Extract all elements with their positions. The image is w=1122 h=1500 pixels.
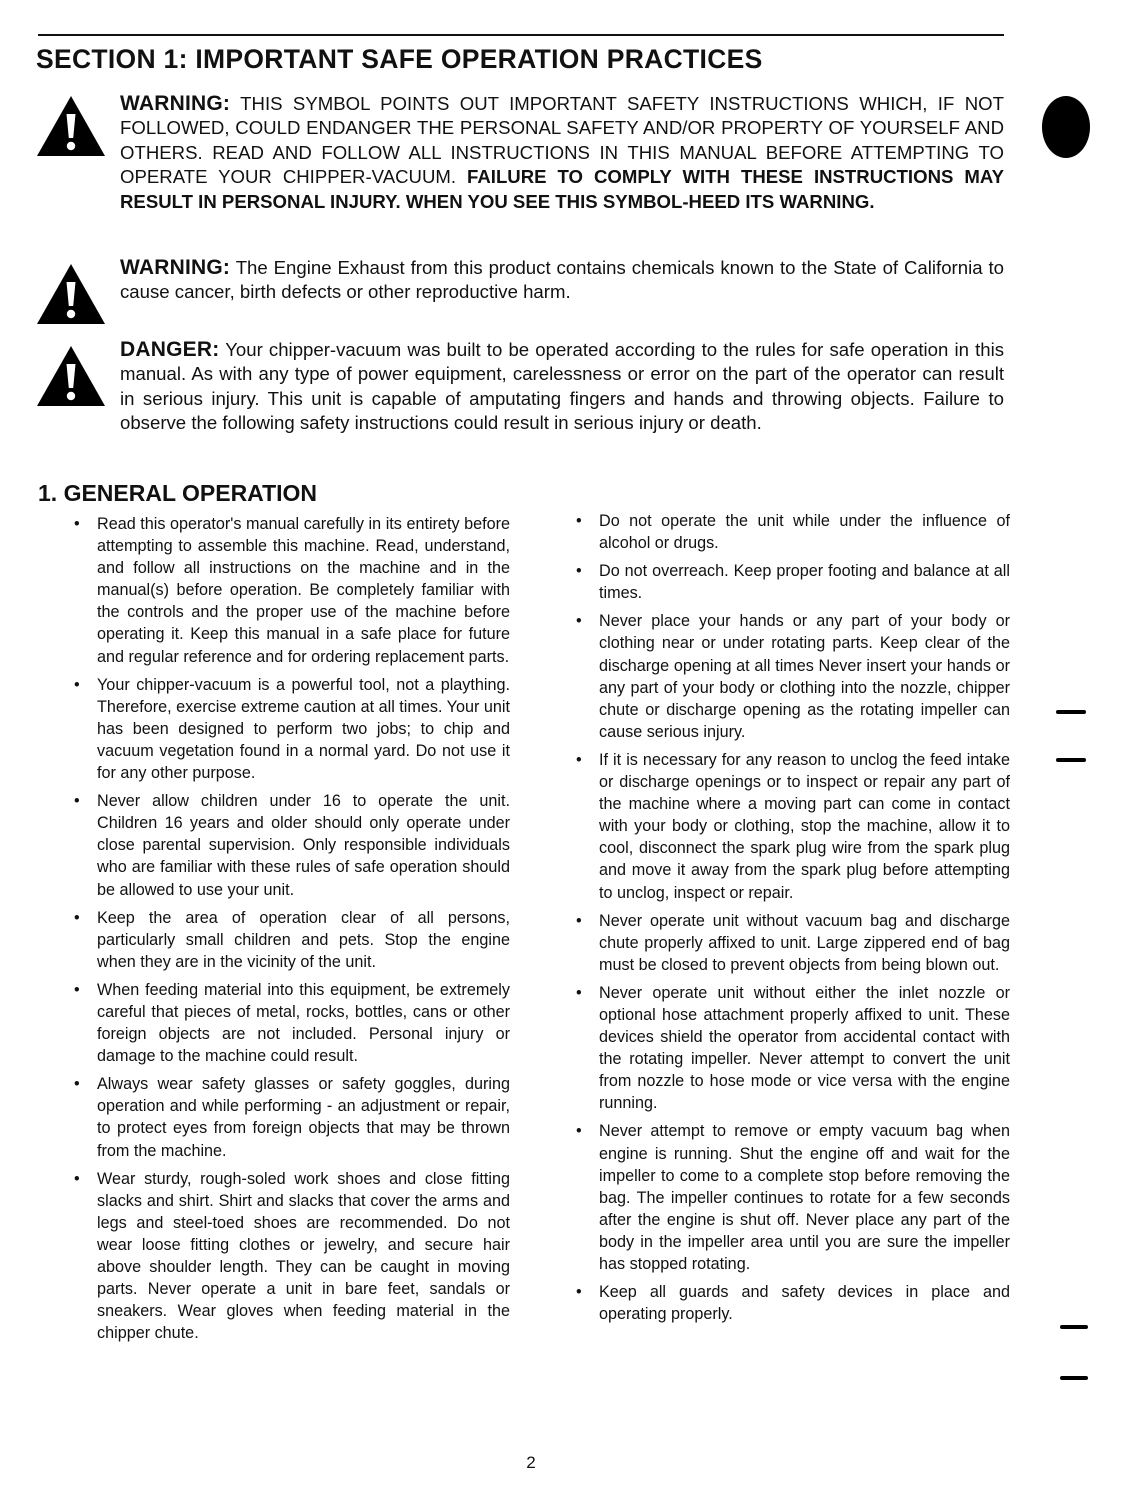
list-item-text: Do not operate the unit while under the influence of alcohol or drugs. <box>599 512 1010 553</box>
list-item-text: Wear sturdy, rough-soled work shoes and close fitting slacks and shirt. Shirt and slacks that cover the arms and legs and steel-toed shoes are recommended. Do not wear loose fitting clothes or jewelry, and secure hair above shoulder length. They can be caught in moving parts. Never operate a unit in bare feet, sandals or sneakers. Wear gloves when feeding material in the chipper chute. <box>97 1169 510 1343</box>
list-item-text: Never operate unit without vacuum bag and discharge chute properly affixed to unit. Large zippered end of bag must be closed to prevent objects from being blown out. <box>599 911 1010 974</box>
list-item-text: Never attempt to remove or empty vacuum bag when engine is running. Shut the engine off and wait for the impeller to come to a complete stop before removing the bag. The impeller continues to rotate for a few seconds after the engine is shut off. Never place any part of the body in the impeller area until you are sure the impeller has stopped rotating. <box>599 1122 1010 1273</box>
list-item <box>64 907 510 973</box>
list-item <box>566 749 1010 904</box>
danger-label: DANGER: <box>120 338 220 361</box>
bullet: • <box>576 1122 582 1141</box>
list-item <box>566 610 1010 743</box>
list-item-text: Never place your hands or any part of your body or clothing near or under rotating parts. Keep clear of the discharge opening at all times Never insert your hands or any part of your body or clothing into the nozzle, chipper chute or discharge opening as the rotating impeller can cause serious injury. <box>599 612 1010 741</box>
danger-notice <box>120 338 1004 436</box>
general-operation-left-list <box>64 513 510 1350</box>
bullet: • <box>576 911 582 930</box>
list-item <box>566 1281 1010 1325</box>
warning-bold-text: FAILURE TO COMPLY WITH THESE INSTRUCTIONS MAY RESULT IN PERSONAL INJURY. WHEN YOU SEE THIS SYMBOL-HEED ITS WARNING. <box>120 166 1004 212</box>
danger-text: Your chipper-vacuum was built to be operated according to the rules for safe operation in this manual. As with any type of power equipment, carelessness or error on the part of the operator can result in serious injury. This unit is capable of amputating fingers and hands and throwing objects. Failure to observe the following safety instructions could result in serious injury or death. <box>120 339 1004 434</box>
list-item <box>64 790 510 900</box>
warning-label: WARNING: <box>120 256 231 279</box>
general-operation-right-list <box>566 510 1010 1331</box>
list-item-text: Never allow children under 16 to operate the unit. Children 16 years and older should only operate under close parental supervision. Only responsible individuals who are familiar with these rules of safe operation should be allowed to use your unit. <box>97 792 510 899</box>
list-item-text: When feeding material into this equipment, be extremely careful that pieces of metal, rocks, bottles, cans or other foreign objects are not included. Personal injury or damage to the machine could result. <box>97 980 510 1066</box>
list-item-text: Never operate unit without either the inlet nozzle or optional hose attachment properly affixed to unit. These devices shield the operator from accidental contact with the rotating impeller. Never attempt to convert the unit from nozzle to hose mode or vice versa with the engine running. <box>599 983 1010 1113</box>
bullet: • <box>74 675 80 694</box>
list-item <box>566 1120 1010 1275</box>
scan-mark-dot <box>1042 96 1090 158</box>
section-title: SECTION 1: IMPORTANT SAFE OPERATION PRACTICES <box>36 44 763 74</box>
bullet: • <box>576 562 582 581</box>
list-item <box>64 979 510 1067</box>
warning-label: WARNING: <box>120 92 231 115</box>
scan-edge-mark <box>1056 710 1086 714</box>
warning-text: The Engine Exhaust from this product contains chemicals known to the State of California to cause cancer, birth defects or other reproductive harm. <box>120 257 1004 303</box>
bullet: • <box>576 750 582 769</box>
list-item-text: If it is necessary for any reason to unclog the feed intake or discharge openings or to inspect or repair any part of the machine where a moving part can come in contact with your body or clothing, stop the machine, allow it to cool, disconnect the spark plug wire from the spark plug and move it away from the spark plug before attempting to unclog, inspect or repair. <box>599 750 1010 902</box>
list-item-text: Read this operator's manual carefully in its entirety before attempting to assemble this machine. Read, understand, and follow all instructions on the machine and in the manual(s) before operation. Be completely familiar with the controls and the proper use of the machine before operating it. Keep this manual in a safe place for future and regular reference and for ordering replacement parts. <box>97 515 510 666</box>
bullet: • <box>576 612 582 631</box>
bullet: • <box>74 1169 80 1188</box>
list-item-text: Keep all guards and safety devices in place and operating properly. <box>599 1283 1010 1324</box>
general-operation-heading: 1. GENERAL OPERATION <box>38 480 318 506</box>
bullet: • <box>74 792 80 811</box>
bullet: • <box>74 515 80 533</box>
bullet: • <box>74 908 80 927</box>
bullet: • <box>576 1283 582 1302</box>
warning-triangle-icon <box>35 262 107 326</box>
scan-edge-mark <box>1056 758 1086 762</box>
warning-text: THIS SYMBOL POINTS OUT IMPORTANT SAFETY INSTRUCTIONS WHICH, IF NOT FOLLOWED, COULD ENDANGER THE PERSONAL SAFETY AND/OR PROPERTY OF YOURSELF AND OTHERS. READ AND FOLLOW ALL INSTRUCTIONS IN THIS MANUAL BEFORE ATTEMPTING TO OPERATE YOUR CHIPPER-VACUUM. <box>120 93 1004 188</box>
page-number: 2 <box>526 1453 536 1472</box>
list-item-text: Do not overreach. Keep proper footing and balance at all times. <box>599 562 1010 603</box>
bullet: • <box>576 983 582 1002</box>
list-item <box>64 674 510 784</box>
bullet: • <box>576 512 582 530</box>
list-item-text: Always wear safety glasses or safety goggles, during operation and while performing - an adjustment or repair, to protect eyes from foreign objects that may be thrown from the machine. <box>97 1075 510 1160</box>
top-rule <box>38 34 1004 36</box>
list-item-text: Your chipper-vacuum is a powerful tool, not a plaything. Therefore, exercise extreme caution at all times. Your unit has been designed to perform two jobs; to chip and vacuum vegetation found in a normal yard. Do not use it for any other purpose. <box>97 675 510 783</box>
warning-notice-safety-symbol <box>120 92 1004 214</box>
warning-triangle-icon <box>35 94 107 158</box>
scan-edge-mark <box>1060 1376 1088 1380</box>
list-item <box>566 560 1010 604</box>
scan-edge-mark <box>1060 1325 1088 1329</box>
list-item <box>64 513 510 668</box>
list-item <box>64 1073 510 1161</box>
list-item <box>566 510 1010 554</box>
list-item <box>566 982 1010 1115</box>
bullet: • <box>74 1075 80 1094</box>
warning-notice-exhaust <box>120 256 1004 305</box>
warning-triangle-icon <box>35 344 107 408</box>
bullet: • <box>74 980 80 999</box>
list-item <box>64 1168 510 1345</box>
list-item <box>566 910 1010 976</box>
list-item-text: Keep the area of operation clear of all persons, particularly small children and pets. Stop the engine when they are in the vicinity of the unit. <box>97 908 510 971</box>
